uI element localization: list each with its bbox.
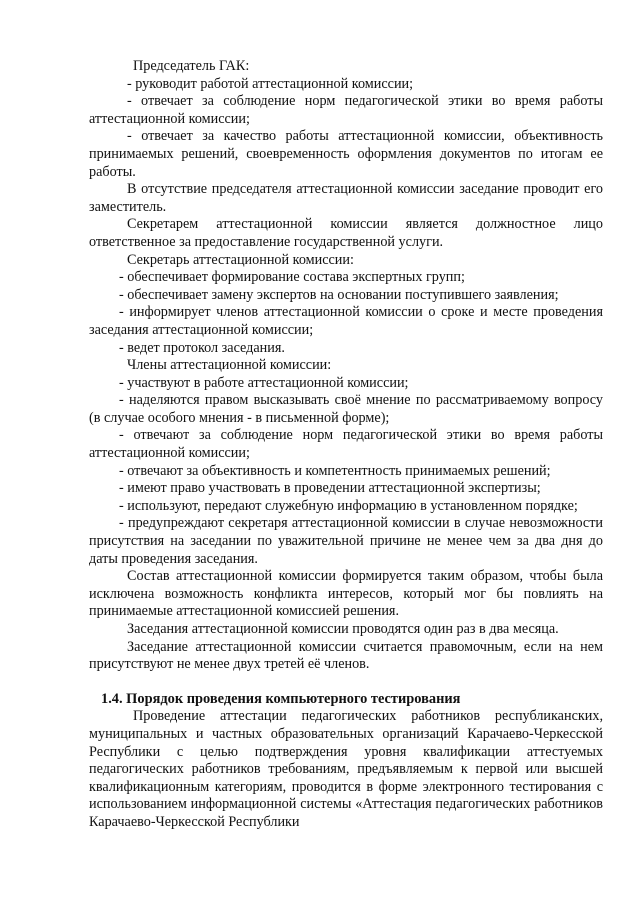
chairman-duty-3: - отвечает за качество работы аттестационной комиссии, объективность принимаемых решений, своевременность оформления документов по итогам ее работы. [89, 128, 603, 180]
members-duty-7: - предупреждают секретаря аттестационной комиссии в случае невозможности присутствия на заседании по уважительной причине не менее чем за два дня до даты проведения заседания. [89, 515, 603, 567]
members-duty-3: - отвечают за соблюдение норм педагогической этики во время работы аттестационной комиссии; [89, 427, 603, 462]
members-duty-2: - наделяются правом высказывать своё мнение по рассматриваемому вопросу (в случае особого мнения - в письменной форме); [89, 392, 603, 426]
section-gap [89, 674, 603, 691]
chairman-duty-1: - руководит работой аттестационной комиссии; [127, 75, 414, 92]
secretary-duty-3: - информирует членов аттестационной комиссии о сроке и месте проведения заседания аттестационной комиссии; [89, 304, 603, 338]
meetings-paragraph: Заседания аттестационной комиссии проводятся один раз в два месяца. [127, 621, 559, 637]
document-page [89, 58, 603, 832]
section-paragraph: Проведение аттестации педагогических работников республиканских, муниципальных и частных образовательных организаций Карачаево-Черкесской Республики с целью подтверждения уровня квалификации аттестуемых педагогических работников требованиям, предъявляемым к первой или высшей квалификационным категориям, проводится в форме электронного тестирования с использованием информационной системы «Аттестация педагогических работников Карачаево-Черкесской Республики [89, 708, 603, 830]
members-duty-4: - отвечают за объективность и компетентность принимаемых решений; [119, 462, 551, 479]
section-heading: 1.4. Порядок проведения компьютерного тестирования [101, 690, 461, 707]
quorum-paragraph: Заседание аттестационной комиссии считается правомочным, если на нем присутствуют не менее двух третей её членов. [89, 638, 603, 673]
chairman-label: Председатель ГАК: [133, 58, 250, 74]
secretary-duty-4: - ведет протокол заседания. [119, 339, 285, 356]
members-duty-5: - имеют право участвовать в проведении аттестационной экспертизы; [119, 480, 541, 497]
members-duty-6: - используют, передают служебную информацию в установленном порядке; [119, 497, 578, 514]
composition-paragraph: Состав аттестационной комиссии формируется таким образом, чтобы была исключена возможность конфликта интересов, который мог бы повлиять на принимаемые аттестационной комиссией решения. [89, 568, 603, 620]
deputy-paragraph: В отсутствие председателя аттестационной комиссии заседание проводит его заместитель. [89, 181, 603, 215]
members-duty-1: - участвуют в работе аттестационной комиссии; [119, 374, 409, 391]
secretary-duty-2: - обеспечивает замену экспертов на основании поступившего заявления; [119, 286, 559, 303]
members-label: Члены аттестационной комиссии: [127, 357, 332, 374]
secretary-label: Секретарь аттестационной комиссии: [127, 251, 354, 268]
chairman-duty-2: - отвечает за соблюдение норм педагогической этики во время работы аттестационной комиссии; [89, 93, 603, 127]
secretary-duty-1: - обеспечивает формирование состава экспертных групп; [119, 269, 465, 286]
secretary-paragraph: Секретарем аттестационной комиссии является должностное лицо ответственное за предоставление государственной услуги. [89, 216, 603, 250]
